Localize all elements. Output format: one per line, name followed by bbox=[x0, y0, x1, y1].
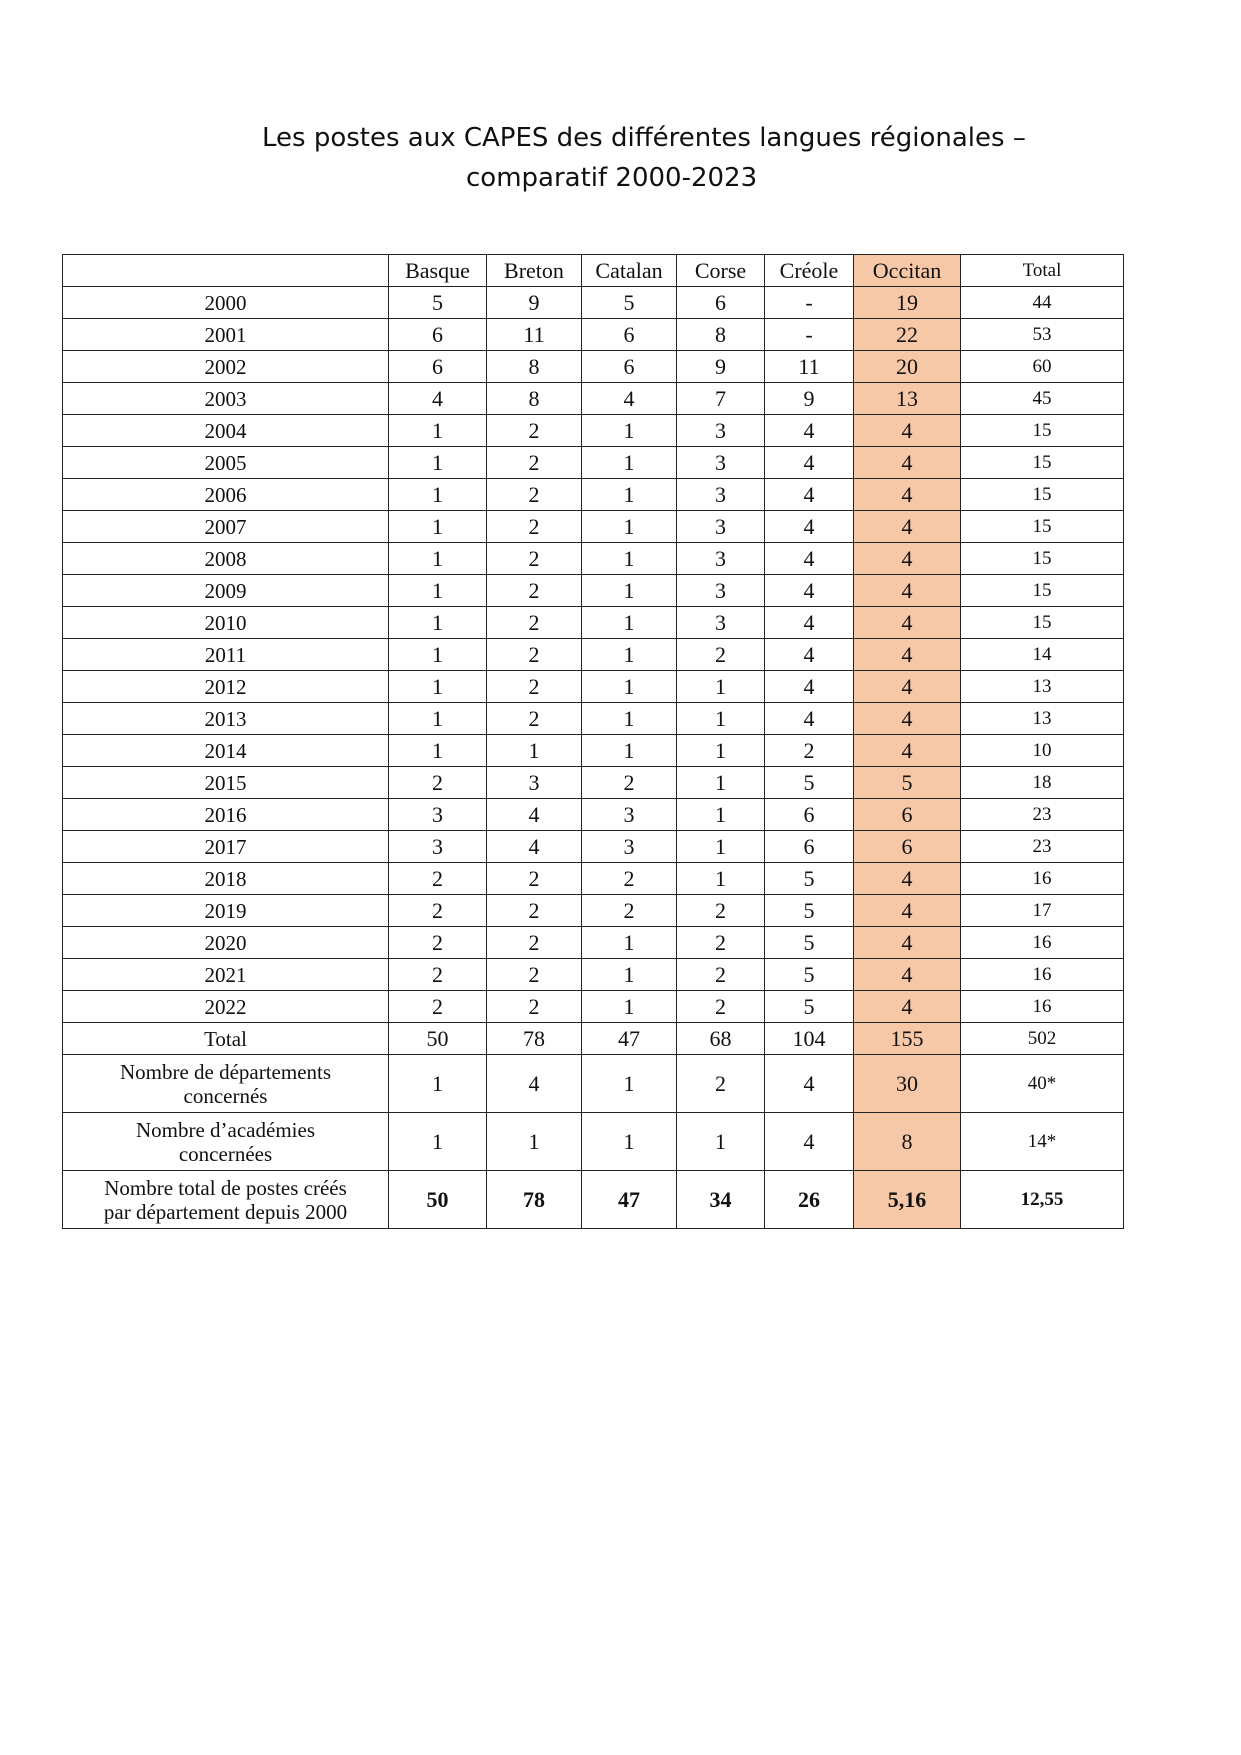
year-row bbox=[63, 991, 1124, 1023]
table-cell: 2 bbox=[487, 927, 582, 959]
table-cell: 18 bbox=[961, 767, 1124, 799]
table-cell: 13 bbox=[961, 671, 1124, 703]
table-cell: 2 bbox=[487, 447, 582, 479]
table-cell: 1 bbox=[582, 991, 677, 1023]
table-cell: 1 bbox=[389, 607, 487, 639]
table-cell: 3 bbox=[677, 543, 765, 575]
row-label: 2011 bbox=[63, 639, 389, 671]
table-cell: 16 bbox=[961, 927, 1124, 959]
row-label: 2010 bbox=[63, 607, 389, 639]
summary-row bbox=[63, 1055, 1124, 1113]
table-cell: 4 bbox=[765, 607, 854, 639]
table-cell: 4 bbox=[765, 575, 854, 607]
table-cell: 6 bbox=[389, 351, 487, 383]
table-cell: 1 bbox=[582, 671, 677, 703]
table-cell: 11 bbox=[487, 319, 582, 351]
table-cell: 1 bbox=[389, 1055, 487, 1113]
table-cell: 15 bbox=[961, 415, 1124, 447]
table-cell: 4 bbox=[765, 703, 854, 735]
year-row bbox=[63, 863, 1124, 895]
table-cell: 1 bbox=[487, 735, 582, 767]
table-cell: 4 bbox=[389, 383, 487, 415]
row-label: 2003 bbox=[63, 383, 389, 415]
year-row bbox=[63, 319, 1124, 351]
table-cell: 2 bbox=[487, 575, 582, 607]
year-row bbox=[63, 767, 1124, 799]
column-header: Total bbox=[961, 255, 1124, 287]
table-cell: 1 bbox=[582, 927, 677, 959]
table-cell: 3 bbox=[582, 831, 677, 863]
table-cell: 45 bbox=[961, 383, 1124, 415]
row-label: 2017 bbox=[63, 831, 389, 863]
table-cell: 4 bbox=[765, 511, 854, 543]
table-cell: 2 bbox=[677, 991, 765, 1023]
table-cell: 4 bbox=[854, 639, 961, 671]
row-label: 2013 bbox=[63, 703, 389, 735]
year-row bbox=[63, 543, 1124, 575]
row-label-line-1: Nombre d’académies bbox=[135, 1117, 315, 1142]
table-cell: 4 bbox=[854, 991, 961, 1023]
table-cell: 13 bbox=[854, 383, 961, 415]
column-header: Basque bbox=[389, 255, 487, 287]
year-row bbox=[63, 639, 1124, 671]
table-cell: 5 bbox=[765, 991, 854, 1023]
table-cell: 4 bbox=[765, 479, 854, 511]
row-label: 2000 bbox=[63, 287, 389, 319]
table-cell: 40* bbox=[961, 1055, 1124, 1113]
year-row bbox=[63, 959, 1124, 991]
table-cell: 2 bbox=[765, 735, 854, 767]
table-cell: 2 bbox=[582, 767, 677, 799]
table-cell: 5 bbox=[765, 959, 854, 991]
table-cell: 1 bbox=[389, 575, 487, 607]
table-cell: 2 bbox=[677, 927, 765, 959]
table-cell: 68 bbox=[677, 1023, 765, 1055]
row-label-line-2: concernées bbox=[178, 1141, 273, 1166]
row-label: 2016 bbox=[63, 799, 389, 831]
row-label: 2004 bbox=[63, 415, 389, 447]
table-cell: 1 bbox=[389, 639, 487, 671]
total-row bbox=[63, 1023, 1124, 1055]
column-header: Corse bbox=[677, 255, 765, 287]
table-cell: 4 bbox=[854, 895, 961, 927]
table-cell: 1 bbox=[677, 735, 765, 767]
table-cell: 4 bbox=[854, 735, 961, 767]
row-label: 2021 bbox=[63, 959, 389, 991]
year-row bbox=[63, 383, 1124, 415]
table-cell: 23 bbox=[961, 799, 1124, 831]
table-cell: 8 bbox=[487, 383, 582, 415]
table-cell: 2 bbox=[389, 959, 487, 991]
row-label: 2007 bbox=[63, 511, 389, 543]
table-cell: 3 bbox=[677, 479, 765, 511]
table-cell: 8 bbox=[677, 319, 765, 351]
table-cell: 8 bbox=[854, 1113, 961, 1171]
row-label: 2009 bbox=[63, 575, 389, 607]
table-cell: 2 bbox=[389, 895, 487, 927]
table-cell: 15 bbox=[961, 575, 1124, 607]
table-cell: 34 bbox=[677, 1171, 765, 1229]
table-cell: 4 bbox=[854, 607, 961, 639]
table-cell: 4 bbox=[582, 383, 677, 415]
row-label: 2002 bbox=[63, 351, 389, 383]
table-cell: 1 bbox=[389, 415, 487, 447]
column-header: Créole bbox=[765, 255, 854, 287]
row-label: 2022 bbox=[63, 991, 389, 1023]
table-cell: 2 bbox=[677, 639, 765, 671]
row-label-line-1: Nombre de départements bbox=[119, 1059, 332, 1084]
table-cell: 6 bbox=[854, 831, 961, 863]
table-cell: 1 bbox=[677, 1113, 765, 1171]
table-cell: 4 bbox=[487, 831, 582, 863]
table-cell: 1 bbox=[582, 479, 677, 511]
table-cell: 4 bbox=[765, 671, 854, 703]
table-cell: 4 bbox=[854, 959, 961, 991]
document-title bbox=[0, 118, 1241, 198]
row-label: 2020 bbox=[63, 927, 389, 959]
table-cell: 10 bbox=[961, 735, 1124, 767]
table-cell: 4 bbox=[854, 575, 961, 607]
table-cell: 6 bbox=[677, 287, 765, 319]
table-cell: 1 bbox=[389, 479, 487, 511]
row-label: Total bbox=[63, 1023, 389, 1055]
year-row bbox=[63, 447, 1124, 479]
table-cell: 6 bbox=[765, 799, 854, 831]
row-label bbox=[63, 1113, 389, 1171]
header-row bbox=[63, 255, 1124, 287]
column-header bbox=[63, 255, 389, 287]
table-cell: 2 bbox=[677, 1055, 765, 1113]
table-cell: 4 bbox=[765, 447, 854, 479]
table-cell: 2 bbox=[389, 991, 487, 1023]
table-cell: 5 bbox=[765, 895, 854, 927]
table-cell: 1 bbox=[582, 703, 677, 735]
table-cell: 2 bbox=[487, 415, 582, 447]
row-label-line-1: Nombre total de postes créés bbox=[104, 1175, 347, 1200]
year-row bbox=[63, 735, 1124, 767]
table-cell: 2 bbox=[487, 895, 582, 927]
table-cell: 155 bbox=[854, 1023, 961, 1055]
table-cell: 5 bbox=[854, 767, 961, 799]
table-cell: 78 bbox=[487, 1171, 582, 1229]
table-cell: 6 bbox=[765, 831, 854, 863]
row-label: 2019 bbox=[63, 895, 389, 927]
table-cell: 1 bbox=[389, 1113, 487, 1171]
table-cell: 1 bbox=[582, 415, 677, 447]
table-cell: 4 bbox=[765, 415, 854, 447]
table-cell: 44 bbox=[961, 287, 1124, 319]
table-cell: 104 bbox=[765, 1023, 854, 1055]
table-cell: 6 bbox=[389, 319, 487, 351]
column-header: Catalan bbox=[582, 255, 677, 287]
row-label: 2005 bbox=[63, 447, 389, 479]
column-header: Occitan bbox=[854, 255, 961, 287]
table-cell: 2 bbox=[389, 863, 487, 895]
table-cell: 12,55 bbox=[961, 1171, 1124, 1229]
table-cell: - bbox=[765, 319, 854, 351]
year-row bbox=[63, 607, 1124, 639]
table-cell: 1 bbox=[677, 703, 765, 735]
table-cell: 5 bbox=[582, 287, 677, 319]
table-cell: 15 bbox=[961, 607, 1124, 639]
table-cell: 4 bbox=[487, 1055, 582, 1113]
table-cell: 4 bbox=[854, 863, 961, 895]
table-cell: 1 bbox=[677, 863, 765, 895]
year-row bbox=[63, 703, 1124, 735]
table-cell: 1 bbox=[677, 831, 765, 863]
table-cell: 4 bbox=[854, 447, 961, 479]
table-cell: 53 bbox=[961, 319, 1124, 351]
table-cell: 13 bbox=[961, 703, 1124, 735]
table-cell: 15 bbox=[961, 543, 1124, 575]
table-cell: 5 bbox=[765, 767, 854, 799]
year-row bbox=[63, 511, 1124, 543]
table-cell: 3 bbox=[677, 415, 765, 447]
table-cell: 2 bbox=[487, 607, 582, 639]
table-cell: 4 bbox=[765, 1055, 854, 1113]
table-cell: 5 bbox=[765, 927, 854, 959]
table-cell: 15 bbox=[961, 447, 1124, 479]
table-cell: 2 bbox=[582, 863, 677, 895]
table-cell: 2 bbox=[389, 767, 487, 799]
table-cell: 1 bbox=[582, 447, 677, 479]
table-cell: 4 bbox=[765, 639, 854, 671]
table-cell: 2 bbox=[487, 863, 582, 895]
row-label: 2018 bbox=[63, 863, 389, 895]
table-cell: 4 bbox=[854, 543, 961, 575]
table-cell: 19 bbox=[854, 287, 961, 319]
title-line-2: comparatif 2000-2023 bbox=[466, 163, 758, 193]
table-cell: 4 bbox=[854, 479, 961, 511]
table-cell: 1 bbox=[582, 1055, 677, 1113]
table-cell: 9 bbox=[765, 383, 854, 415]
year-row bbox=[63, 671, 1124, 703]
table-cell: 4 bbox=[854, 671, 961, 703]
table-cell: 2 bbox=[487, 671, 582, 703]
column-header: Breton bbox=[487, 255, 582, 287]
table-cell: 8 bbox=[487, 351, 582, 383]
year-row bbox=[63, 287, 1124, 319]
table-cell: 23 bbox=[961, 831, 1124, 863]
table-cell: 1 bbox=[582, 959, 677, 991]
table-cell: 3 bbox=[677, 575, 765, 607]
table-cell: 2 bbox=[487, 703, 582, 735]
table-cell: 1 bbox=[389, 671, 487, 703]
table-cell: 7 bbox=[677, 383, 765, 415]
table-cell: 4 bbox=[854, 927, 961, 959]
table-cell: 1 bbox=[487, 1113, 582, 1171]
table-cell: 1 bbox=[677, 671, 765, 703]
table-cell: 16 bbox=[961, 991, 1124, 1023]
year-row bbox=[63, 799, 1124, 831]
table-cell: 1 bbox=[582, 511, 677, 543]
table-cell: 1 bbox=[677, 799, 765, 831]
year-row bbox=[63, 895, 1124, 927]
table-cell: 4 bbox=[854, 511, 961, 543]
table-cell: 1 bbox=[582, 607, 677, 639]
table-cell: 6 bbox=[854, 799, 961, 831]
table-cell: 4 bbox=[854, 415, 961, 447]
row-label-line-2: concernés bbox=[183, 1083, 268, 1108]
table-cell: 20 bbox=[854, 351, 961, 383]
capes-positions-table bbox=[62, 254, 1124, 1229]
table-cell: 16 bbox=[961, 959, 1124, 991]
table-cell: 3 bbox=[389, 799, 487, 831]
table-cell: 1 bbox=[677, 767, 765, 799]
year-row bbox=[63, 575, 1124, 607]
table-cell: 3 bbox=[677, 447, 765, 479]
table-cell: 1 bbox=[582, 543, 677, 575]
table-cell: 2 bbox=[487, 991, 582, 1023]
table-cell: 15 bbox=[961, 479, 1124, 511]
summary-row bbox=[63, 1171, 1124, 1229]
table-cell: 1 bbox=[582, 735, 677, 767]
table-cell: 2 bbox=[487, 959, 582, 991]
table-cell: 3 bbox=[677, 607, 765, 639]
table-cell: 11 bbox=[765, 351, 854, 383]
row-label bbox=[63, 1171, 389, 1229]
title-line-1: Les postes aux CAPES des différentes langues régionales – bbox=[262, 123, 1026, 153]
row-label: 2015 bbox=[63, 767, 389, 799]
table-cell: 16 bbox=[961, 863, 1124, 895]
table-cell: 1 bbox=[389, 511, 487, 543]
table-cell: 14 bbox=[961, 639, 1124, 671]
table-cell: 4 bbox=[854, 703, 961, 735]
row-label: 2012 bbox=[63, 671, 389, 703]
table-cell: 47 bbox=[582, 1023, 677, 1055]
table-cell: 1 bbox=[582, 1113, 677, 1171]
table-cell: 1 bbox=[582, 575, 677, 607]
table-cell: 1 bbox=[389, 703, 487, 735]
table-cell: 4 bbox=[487, 799, 582, 831]
table-cell: 26 bbox=[765, 1171, 854, 1229]
table-cell: 50 bbox=[389, 1171, 487, 1229]
table-cell: 1 bbox=[582, 639, 677, 671]
table-cell: 1 bbox=[389, 543, 487, 575]
table-cell: 14* bbox=[961, 1113, 1124, 1171]
table-cell: 30 bbox=[854, 1055, 961, 1113]
table-cell: 2 bbox=[677, 895, 765, 927]
table-cell: 3 bbox=[389, 831, 487, 863]
table-cell: 9 bbox=[487, 287, 582, 319]
table-cell: 2 bbox=[582, 895, 677, 927]
table-cell: 78 bbox=[487, 1023, 582, 1055]
table-cell: 4 bbox=[765, 543, 854, 575]
table-cell: 2 bbox=[487, 479, 582, 511]
year-row bbox=[63, 415, 1124, 447]
year-row bbox=[63, 479, 1124, 511]
table-cell: 502 bbox=[961, 1023, 1124, 1055]
table-cell: 4 bbox=[765, 1113, 854, 1171]
table-cell: 15 bbox=[961, 511, 1124, 543]
table-cell: 2 bbox=[677, 959, 765, 991]
table-cell: 22 bbox=[854, 319, 961, 351]
row-label: 2001 bbox=[63, 319, 389, 351]
row-label-line-2: par département depuis 2000 bbox=[103, 1199, 348, 1224]
table-cell: 3 bbox=[677, 511, 765, 543]
table-cell: 3 bbox=[582, 799, 677, 831]
table-cell: 1 bbox=[389, 447, 487, 479]
table-cell: 5 bbox=[389, 287, 487, 319]
year-row bbox=[63, 927, 1124, 959]
table-cell: 6 bbox=[582, 319, 677, 351]
table-cell: 2 bbox=[487, 511, 582, 543]
row-label: 2006 bbox=[63, 479, 389, 511]
table-cell: 1 bbox=[389, 735, 487, 767]
table-cell: 2 bbox=[487, 543, 582, 575]
table-cell: 3 bbox=[487, 767, 582, 799]
row-label: 2008 bbox=[63, 543, 389, 575]
table-cell: 2 bbox=[487, 639, 582, 671]
table-cell: 50 bbox=[389, 1023, 487, 1055]
year-row bbox=[63, 831, 1124, 863]
table-cell: 2 bbox=[389, 927, 487, 959]
row-label bbox=[63, 1055, 389, 1113]
table-cell: 60 bbox=[961, 351, 1124, 383]
table-cell: 5 bbox=[765, 863, 854, 895]
table-cell: 17 bbox=[961, 895, 1124, 927]
table-cell: 5,16 bbox=[854, 1171, 961, 1229]
year-row bbox=[63, 351, 1124, 383]
summary-row bbox=[63, 1113, 1124, 1171]
table-cell: 6 bbox=[582, 351, 677, 383]
row-label: 2014 bbox=[63, 735, 389, 767]
table-cell: 9 bbox=[677, 351, 765, 383]
table-cell: - bbox=[765, 287, 854, 319]
table-cell: 47 bbox=[582, 1171, 677, 1229]
